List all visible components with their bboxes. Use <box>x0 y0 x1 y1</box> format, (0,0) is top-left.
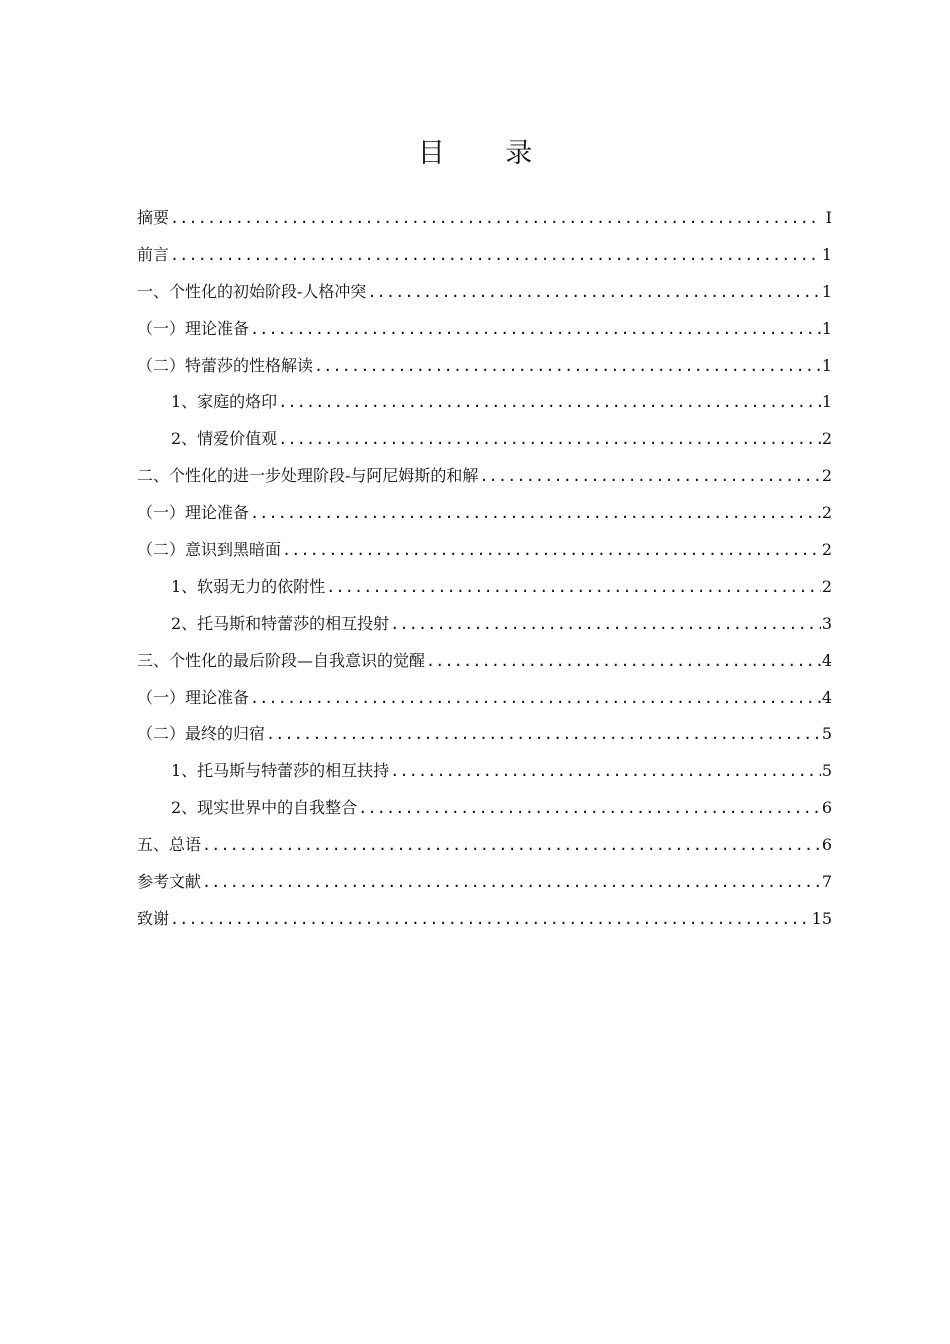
toc-leader-dots <box>170 901 811 938</box>
toc-entry-page: 1 <box>821 392 832 412</box>
toc-entry[interactable] <box>137 274 832 311</box>
toc-entry-page: 2 <box>821 576 832 596</box>
toc-entry-page: 1 <box>821 244 832 264</box>
toc-entry-page: 15 <box>811 908 832 928</box>
toc-entry-label: （一）理论准备 <box>137 318 250 338</box>
toc-entry-page: 5 <box>821 724 832 744</box>
toc-entry[interactable] <box>137 680 832 717</box>
toc-entry-label: 2、现实世界中的自我整合 <box>171 798 358 818</box>
toc-entry[interactable] <box>137 348 832 385</box>
toc-entry[interactable] <box>137 864 832 901</box>
toc-entry[interactable] <box>137 384 832 421</box>
toc-leader-dots <box>278 384 821 421</box>
toc-entry[interactable] <box>137 311 832 348</box>
toc-entry[interactable] <box>137 606 832 643</box>
toc-entry[interactable] <box>137 790 832 827</box>
toc-entry-label: 前言 <box>137 244 170 264</box>
toc-entry-label: 五、总语 <box>137 835 202 855</box>
toc-leader-dots <box>278 421 821 458</box>
toc-entry[interactable] <box>137 643 832 680</box>
toc-entry-label: 1、软弱无力的依附性 <box>171 576 326 596</box>
toc-entry-label: 参考文献 <box>137 872 202 892</box>
toc-entry-label: 二、个性化的进一步处理阶段-与阿尼姆斯的和解 <box>137 466 479 486</box>
toc-entry-label: 三、个性化的最后阶段—自我意识的觉醒 <box>137 650 426 670</box>
toc-entry-page: 2 <box>821 503 832 523</box>
toc-entry-page: 1 <box>821 281 832 301</box>
page-title: 目 录 <box>417 138 559 169</box>
toc-entry-label: 1、家庭的烙印 <box>171 392 278 412</box>
table-of-contents <box>137 200 832 938</box>
toc-leader-dots <box>266 716 821 753</box>
toc-entry-label: （一）理论准备 <box>137 687 250 707</box>
toc-entry-label: 致谢 <box>137 908 170 928</box>
toc-leader-dots <box>202 827 821 864</box>
toc-entry-page: 1 <box>821 318 832 338</box>
toc-entry[interactable] <box>137 458 832 495</box>
toc-entry-label: （二）最终的归宿 <box>137 724 266 744</box>
toc-entry-page: I <box>825 208 832 227</box>
toc-leader-dots <box>250 495 821 532</box>
toc-entry-label: 一、个性化的初始阶段-人格冲突 <box>137 281 367 301</box>
toc-entry[interactable] <box>137 421 832 458</box>
toc-entry-label: 2、托马斯和特蕾莎的相互投射 <box>171 613 390 633</box>
toc-entry[interactable] <box>137 753 832 790</box>
toc-leader-dots <box>202 864 821 901</box>
toc-entry-label: 摘要 <box>137 208 170 227</box>
toc-leader-dots <box>358 790 821 827</box>
toc-entry[interactable] <box>137 495 832 532</box>
toc-leader-dots <box>426 643 821 680</box>
toc-leader-dots <box>326 569 821 606</box>
toc-entry[interactable] <box>137 237 832 274</box>
toc-entry[interactable] <box>137 901 832 938</box>
toc-leader-dots <box>367 274 820 311</box>
toc-leader-dots <box>170 200 822 237</box>
toc-entry[interactable] <box>137 200 832 237</box>
toc-entry-page: 2 <box>821 429 832 449</box>
toc-entry-page: 3 <box>821 613 832 633</box>
toc-leader-dots <box>479 458 820 495</box>
toc-leader-dots <box>390 606 821 643</box>
toc-entry-page: 7 <box>821 872 832 892</box>
toc-entry-page: 5 <box>821 761 832 781</box>
toc-entry-label: 1、托马斯与特蕾莎的相互扶持 <box>171 761 390 781</box>
toc-entry[interactable] <box>137 532 832 569</box>
toc-entry-page: 1 <box>821 355 832 375</box>
toc-entry-page: 2 <box>821 466 832 486</box>
toc-entry-page: 6 <box>821 798 832 818</box>
toc-entry-label: 2、情爱价值观 <box>171 429 278 449</box>
toc-leader-dots <box>282 532 821 569</box>
toc-entry-page: 4 <box>821 650 832 670</box>
toc-leader-dots <box>390 753 821 790</box>
toc-entry-page: 2 <box>821 540 832 560</box>
toc-leader-dots <box>250 311 821 348</box>
toc-entry-page: 6 <box>821 835 832 855</box>
toc-entry[interactable] <box>137 716 832 753</box>
toc-entry-label: （二）意识到黑暗面 <box>137 540 282 560</box>
toc-leader-dots <box>250 680 821 717</box>
toc-entry-page: 4 <box>821 687 832 707</box>
toc-entry[interactable] <box>137 569 832 606</box>
toc-entry-label: （二）特蕾莎的性格解读 <box>137 355 314 375</box>
toc-entry[interactable] <box>137 827 832 864</box>
toc-entry-label: （一）理论准备 <box>137 503 250 523</box>
toc-leader-dots <box>170 237 821 274</box>
toc-leader-dots <box>314 348 821 385</box>
